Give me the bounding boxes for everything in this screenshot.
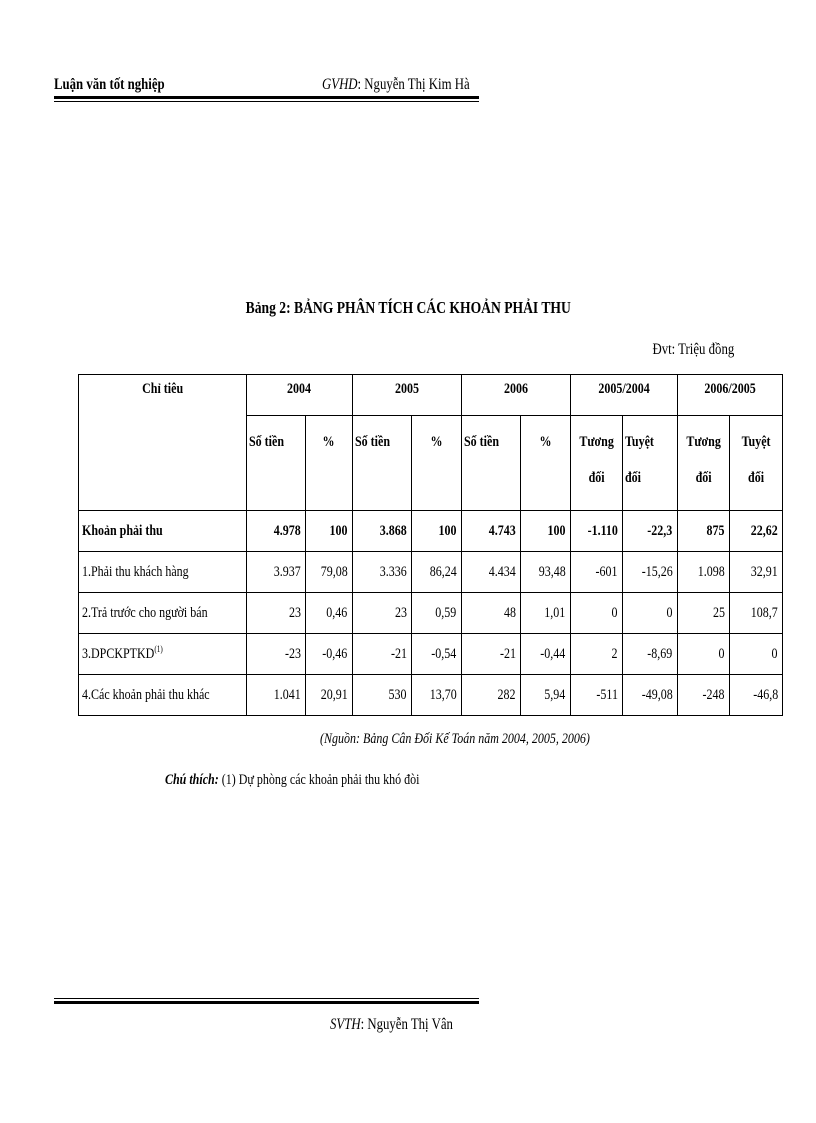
table-cell: -601 <box>570 552 622 593</box>
footnote-marker: (1) <box>154 643 163 654</box>
table-cell: 530 <box>352 675 411 716</box>
table-cell: 5,94 <box>520 675 570 716</box>
table-cell: 3.868 <box>352 511 411 552</box>
table-cell: 1.041 <box>246 675 305 716</box>
table-row <box>79 552 783 593</box>
table-cell: -23 <box>246 634 305 675</box>
table-cell: 1.098 <box>677 552 729 593</box>
indicator-header-blank <box>79 416 247 511</box>
header-row-years <box>79 375 783 416</box>
advisor-name: : Nguyễn Thị Kim Hà <box>357 76 470 93</box>
table-row <box>79 675 783 716</box>
student-label: SVTH <box>330 1016 361 1033</box>
table-cell: 13,70 <box>411 675 461 716</box>
percent-header: % <box>411 416 461 511</box>
table-cell: -248 <box>677 675 729 716</box>
footnote-text: (1) Dự phòng các khoản phải thu khó đòi <box>218 772 420 788</box>
footer-student <box>330 1016 484 1034</box>
footer-rule-thick <box>54 1001 479 1004</box>
table-cell: -1.110 <box>570 511 622 552</box>
table-cell: 22,62 <box>729 511 782 552</box>
table-cell: 3.937 <box>246 552 305 593</box>
amount-header: Số tiền <box>461 416 520 511</box>
table-cell: -0,54 <box>411 634 461 675</box>
table-cell: 282 <box>461 675 520 716</box>
table-cell: -511 <box>570 675 622 716</box>
absolute-header: Tuyệt đối <box>729 416 782 511</box>
table-cell: 4.743 <box>461 511 520 552</box>
table-cell: 32,91 <box>729 552 782 593</box>
amount-header: Số tiền <box>246 416 305 511</box>
table-row <box>79 593 783 634</box>
table-cell: 93,48 <box>520 552 570 593</box>
table-cell: 100 <box>305 511 352 552</box>
comparison-header-2005-2004: 2005/2004 <box>570 375 677 416</box>
footnote-label: Chú thích: <box>165 772 219 788</box>
table-cell: 0 <box>622 593 677 634</box>
comparison-header-2006-2005: 2006/2005 <box>677 375 782 416</box>
table-cell: -8,69 <box>622 634 677 675</box>
indicator-header: Chỉ tiêu <box>79 375 247 416</box>
percent-header: % <box>520 416 570 511</box>
relative-header: Tương đối <box>677 416 729 511</box>
year-header-2004: 2004 <box>246 375 352 416</box>
table-cell: -0,46 <box>305 634 352 675</box>
table-cell: 20,91 <box>305 675 352 716</box>
table-cell: -22,3 <box>622 511 677 552</box>
table-cell: 0 <box>729 634 782 675</box>
row-label: 4.Các khoản phải thu khác <box>79 675 247 716</box>
table-cell: 4.434 <box>461 552 520 593</box>
table-cell: 0 <box>570 593 622 634</box>
footer-rule-thin <box>54 998 479 999</box>
table-cell: -15,26 <box>622 552 677 593</box>
table-cell: 25 <box>677 593 729 634</box>
header-rule-thick <box>54 96 479 99</box>
table-title: Bảng 2: BẢNG PHÂN TÍCH CÁC KHOẢN PHẢI THU <box>245 298 571 317</box>
table-cell: 1,01 <box>520 593 570 634</box>
header-row-sub <box>79 416 783 511</box>
row-label: 3.DPCKPTKD$^{(1)}$ <box>79 634 247 675</box>
table-cell: 23 <box>352 593 411 634</box>
row-label: 1.Phải thu khách hàng <box>79 552 247 593</box>
table-cell: 108,7 <box>729 593 782 634</box>
unit-label: Đvt: Triệu đồng <box>652 341 734 358</box>
table-cell: 2 <box>570 634 622 675</box>
table-cell: 875 <box>677 511 729 552</box>
advisor-label: GVHD <box>322 76 358 93</box>
table-cell: -46,8 <box>729 675 782 716</box>
year-header-2005: 2005 <box>352 375 461 416</box>
table-cell: 3.336 <box>352 552 411 593</box>
header-advisor <box>322 76 507 94</box>
row-label: 2.Trả trước cho người bán <box>79 593 247 634</box>
table-cell: -49,08 <box>622 675 677 716</box>
receivables-table <box>78 374 783 716</box>
table-cell: 0 <box>677 634 729 675</box>
table-cell: -21 <box>461 634 520 675</box>
table-cell: 4.978 <box>246 511 305 552</box>
table-cell: 86,24 <box>411 552 461 593</box>
source-note: (Nguồn: Bảng Cân Đối Kế Toán năm 2004, 2005, 2006) <box>320 731 590 747</box>
table-cell: 0,59 <box>411 593 461 634</box>
table-row <box>79 634 783 675</box>
table-cell: -0,44 <box>520 634 570 675</box>
table-row <box>79 511 783 552</box>
table-cell: 23 <box>246 593 305 634</box>
percent-header: % <box>305 416 352 511</box>
table-cell: 100 <box>520 511 570 552</box>
absolute-header: Tuyệt đối <box>622 416 677 511</box>
header-rule-thin <box>54 101 479 102</box>
table-cell: 48 <box>461 593 520 634</box>
year-header-2006: 2006 <box>461 375 570 416</box>
table-cell: -21 <box>352 634 411 675</box>
header-left-title: Luận văn tốt nghiệp <box>54 76 165 93</box>
row-label: Khoản phải thu <box>79 511 247 552</box>
relative-header: Tương đối <box>570 416 622 511</box>
student-name: : Nguyễn Thị Vân <box>360 1016 453 1033</box>
table-cell: 79,08 <box>305 552 352 593</box>
footnote <box>165 772 483 789</box>
amount-header: Số tiền <box>352 416 411 511</box>
table-cell: 0,46 <box>305 593 352 634</box>
table-cell: 100 <box>411 511 461 552</box>
